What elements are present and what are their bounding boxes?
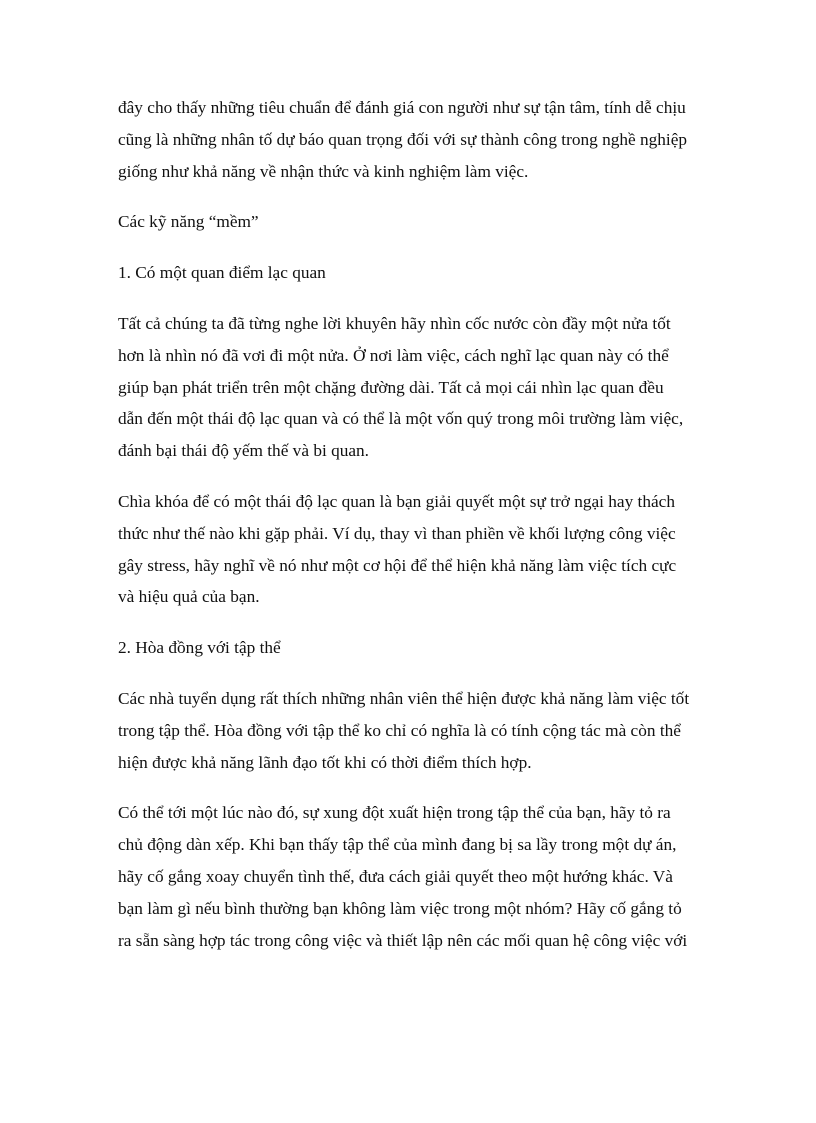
text-line: hãy cố gắng xoay chuyển tình thế, đưa cách giải quyết theo một hướng khác. Và [118, 866, 673, 886]
subheading-optimism [118, 257, 708, 289]
text-line: dẫn đến một thái độ lạc quan và có thể là một vốn quý trong môi trường làm việc, [118, 409, 684, 429]
text-line: 1. Có một quan điểm lạc quan [118, 263, 326, 283]
paragraph-intro [118, 92, 708, 187]
subheading-teamwork [118, 632, 708, 664]
text-line: Các kỹ năng “mềm” [118, 212, 259, 232]
text-line: bạn làm gì nếu bình thường bạn không làm việc trong một nhóm? Hãy cố gắng tỏ [118, 898, 682, 918]
text-line: giống như khả năng về nhận thức và kinh nghiệm làm việc. [118, 161, 529, 181]
paragraph-teamwork-2 [118, 797, 708, 956]
text-line: và hiệu quả của bạn. [118, 587, 260, 607]
text-line: Có thể tới một lúc nào đó, sự xung đột xuất hiện trong tập thể của bạn, hãy tỏ ra [118, 803, 671, 823]
section-heading-soft-skills [118, 206, 708, 238]
text-line: giúp bạn phát triển trên một chặng đường dài. Tất cả mọi cái nhìn lạc quan đều [118, 377, 664, 397]
text-line: Các nhà tuyển dụng rất thích những nhân viên thể hiện được khả năng làm việc tốt [118, 688, 690, 708]
text-line: cũng là những nhân tố dự báo quan trọng đối với sự thành công trong nghề nghiệp [118, 129, 688, 149]
text-line: Chìa khóa để có một thái độ lạc quan là bạn giải quyết một sự trở ngại hay thách [118, 491, 675, 511]
paragraph-optimism-1 [118, 308, 708, 467]
text-line: chủ động dàn xếp. Khi bạn thấy tập thể của mình đang bị sa lầy trong một dự án, [118, 835, 677, 855]
paragraph-optimism-2 [118, 486, 708, 613]
text-line: thức như thế nào khi gặp phải. Ví dụ, thay vì than phiền về khối lượng công việc [118, 523, 676, 543]
text-line: gây stress, hãy nghĩ về nó như một cơ hội để thể hiện khả năng làm việc tích cực [118, 555, 677, 575]
text-line: đây cho thấy những tiêu chuẩn để đánh giá con người như sự tận tâm, tính dễ chịu [118, 98, 686, 117]
text-line: đánh bại thái độ yếm thế và bi quan. [118, 441, 369, 461]
text-line: ra sẵn sàng hợp tác trong công việc và thiết lập nên các mối quan hệ công việc với [118, 930, 688, 950]
document-body [118, 92, 708, 975]
paragraph-teamwork-1 [118, 683, 708, 778]
text-line: 2. Hòa đồng với tập thể [118, 638, 281, 658]
text-line: hiện được khả năng lãnh đạo tốt khi có thời điểm thích hợp. [118, 752, 532, 772]
text-line: hơn là nhìn nó đã vơi đi một nửa. Ở nơi làm việc, cách nghĩ lạc quan này có thể [118, 345, 669, 365]
text-line: trong tập thể. Hòa đồng với tập thể ko chỉ có nghĩa là có tính cộng tác mà còn thể [118, 720, 681, 740]
text-line: Tất cả chúng ta đã từng nghe lời khuyên hãy nhìn cốc nước còn đầy một nửa tốt [118, 313, 671, 333]
